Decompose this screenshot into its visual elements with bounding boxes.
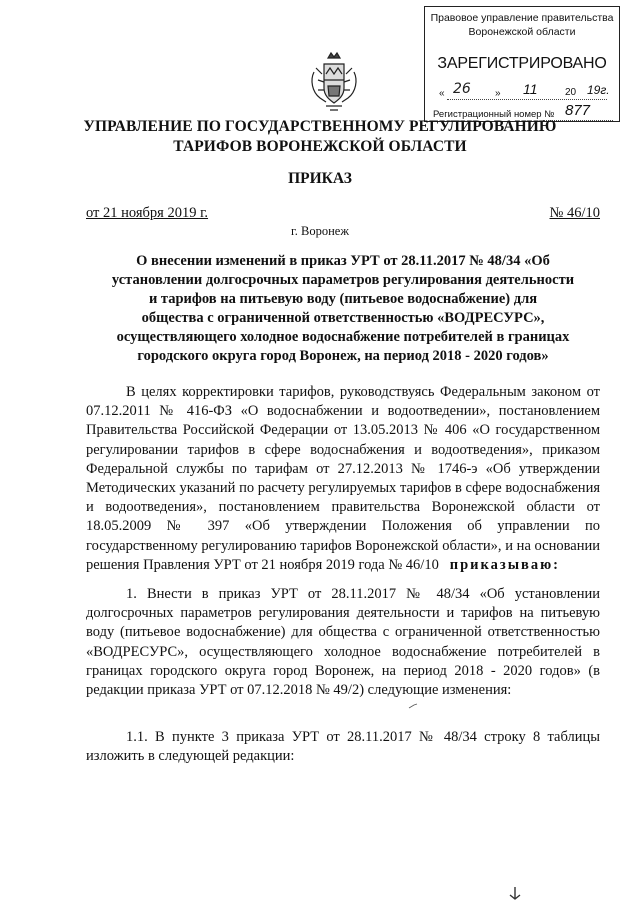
stamp-date-year-suffix: 19г. (587, 83, 610, 97)
subject-line-3: и тарифов на питьевую воду (питьевое водоснабжение) для (148, 291, 538, 307)
city: г. Воронеж (291, 224, 349, 238)
subject-line-2: установлении долгосрочных параметров регулирования деятельности (111, 272, 575, 288)
order-subject (86, 252, 600, 366)
coat-of-arms-icon (308, 50, 360, 114)
pen-mark-icon (408, 703, 418, 709)
clause-1-1-paragraph: 1.1. В пункте 3 приказа УРТ от 28.11.2017 № 48/34 строку 8 таблицы изложить в следующей редакции: (86, 729, 600, 765)
order-date: от 21 ноября 2019 г. (86, 205, 209, 221)
stamp-org-line-2: Воронежской области (468, 26, 576, 38)
stamp-reg-number-value: 877 (565, 102, 591, 119)
issuing-authority (40, 117, 600, 157)
corner-mark-icon (508, 886, 522, 900)
authority-line-1: УПРАВЛЕНИЕ ПО ГОСУДАРСТВЕННОМУ РЕГУЛИРОВАНИЮ (83, 118, 557, 135)
preamble-text: В целях корректировки тарифов, руководствуясь Федеральным законом от 07.12.2011 № 416-ФЗ «О водоснабжении и водоотведении», постановлением Правительства Российской Федерации от 13.05.2013 № 406 «О государственном регулировании тарифов в сфере водоснабжения и водоотведения», приказом Федеральной службы по тарифам от 27.12.2013 № 1746-э «Об утверждении Методических указаний по расчету регулируемых тарифов в сфере водоснабжения и водоотведения», постановлением правительства Воронежской области от 18.05.2009 № 397 «Об утверждении Положения об управлении по государственному регулированию тарифов Воронежской области», и на основании решения Правления УРТ от 21 ноября 2019 года № 46/10 (86, 384, 600, 573)
document-type-title: ПРИКАЗ (288, 170, 352, 187)
stamp-date-close-quote: » (495, 88, 501, 99)
order-number: № 46/10 (549, 205, 600, 221)
stamp-date-underline (447, 99, 607, 100)
stamp-date-open-quote: « (439, 88, 445, 99)
stamp-registered-label: ЗАРЕГИСТРИРОВАНО (437, 55, 607, 72)
preamble-paragraph (86, 383, 600, 575)
registration-stamp (424, 6, 620, 122)
stamp-org-line-1: Правовое управление правительства (430, 12, 614, 24)
stamp-date-day: 26 (453, 81, 471, 97)
subject-line-6: городского округа город Воронеж, на период 2018 - 2020 годов» (137, 348, 549, 364)
subject-line-4: общества с ограниченной ответственностью «ВОДРЕСУРС», (141, 310, 545, 326)
stamp-organization (425, 11, 619, 39)
clause-1-paragraph: 1. Внести в приказ УРТ от 28.11.2017 № 48/34 «Об установлении долгосрочных параметров регулирования деятельности и тарифов на питьевую воду (питьевое водоснабжение) для общества с ограниченной ответственностью «ВОДРЕСУРС», осуществляющего холодное водоснабжение потребителей в границах городского округа город Воронеж, на период 2018 - 2020 годов» (в редакции приказа УРТ от 07.12.2018 № 49/2) следующие изменения: (86, 586, 600, 699)
stamp-date-year-prefix: 20 (565, 87, 577, 98)
stamp-date-month: 11 (523, 81, 538, 97)
order-directive: приказываю: (449, 556, 561, 573)
authority-line-2: ТАРИФОВ ВОРОНЕЖСКОЙ ОБЛАСТИ (173, 138, 467, 155)
stamp-reg-number-label: Регистрационный номер № (433, 109, 555, 120)
subject-line-1: О внесении изменений в приказ УРТ от 28.11.2017 № 48/34 «Об (136, 253, 550, 269)
subject-line-5: осуществляющего холодное водоснабжение потребителей в границах (116, 329, 570, 345)
stamp-date (439, 81, 611, 101)
